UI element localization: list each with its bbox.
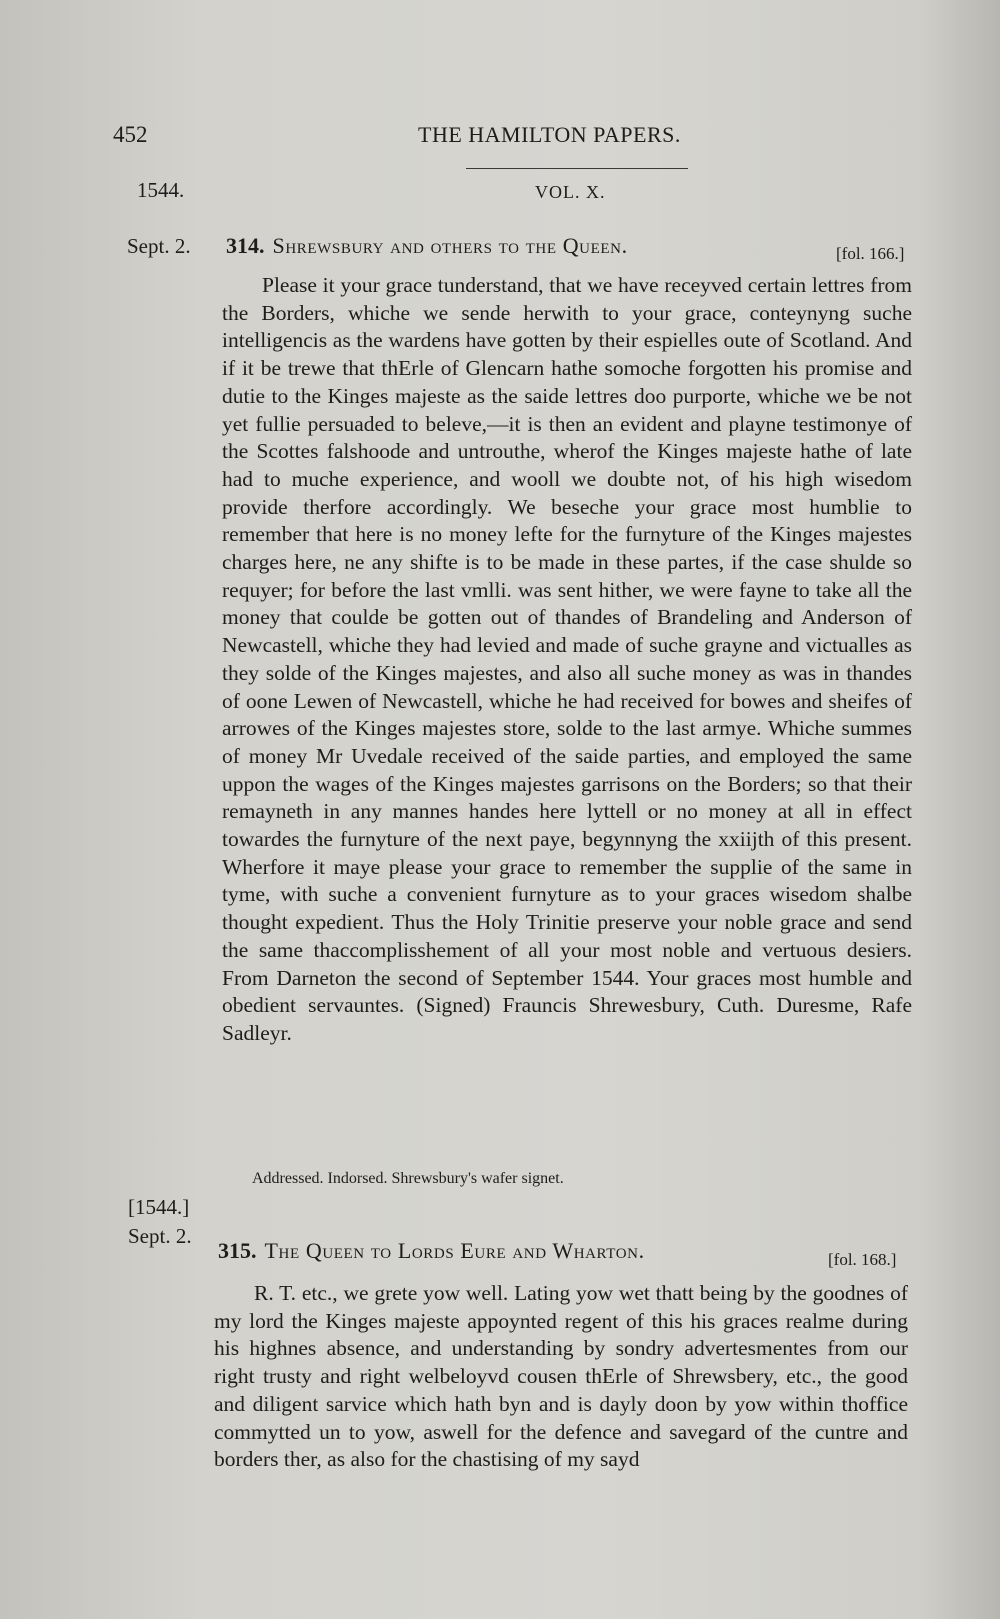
year-volume-line bbox=[137, 178, 697, 206]
entry-title: The Queen to Lords Eure and Wharton. bbox=[264, 1238, 645, 1263]
volume-label: VOL. X. bbox=[535, 182, 606, 202]
entry-text: R. T. etc., we grete yow well. Lating yow wet thatt being by the goodnes of my lord the Kinges majeste appoynted regent of this his graces realme during his highnes absence, and understanding by sondry advertesmentes from our right trusty and right welbeloyvd cousen thErle of Shrewsbery, etc., the good and diligent sarvice which hath byn and is dayly doon by yow within thoffice commytted un to yow, aswell for the defence and savegard of the cuntre and borders ther, as also for the chastising of my sayd bbox=[214, 1281, 908, 1472]
entry-body bbox=[222, 272, 912, 1048]
entry-body bbox=[214, 1280, 908, 1474]
page-number: 452 bbox=[113, 122, 148, 147]
entry-title: Shrewsbury and others to the Queen. bbox=[272, 233, 628, 258]
bracket-year: [1544.] bbox=[128, 1195, 190, 1219]
entry-heading bbox=[218, 1238, 645, 1264]
header-rule bbox=[466, 168, 688, 169]
folio-reference: [fol. 168.] bbox=[828, 1250, 897, 1269]
entry-date: Sept. 2. bbox=[128, 1224, 192, 1248]
book-title: THE HAMILTON PAPERS. bbox=[418, 122, 681, 147]
endorsement-note: Addressed. Indorsed. Shrewsbury's wafer signet. bbox=[252, 1170, 564, 1187]
entry-heading bbox=[226, 233, 628, 259]
year-label: 1544. bbox=[137, 178, 185, 202]
entry-number: 314. bbox=[226, 233, 265, 258]
entry-text: Please it your grace tunderstand, that we have receyved certain lettres from the Borders, whiche we sende herwith to your grace, conteynyng suche intelligencis as the wardens have gotten by their espielles oute of Scotland. And if it be trewe that thErle of Glencarn hathe somoche forgotten his promise and dutie to the Kinges majeste as the saide lettres doo purporte, whiche we be not yet fullie persuaded to beleve,—it is then an evident and playne testimonye of the Scottes falshoode and untrouthe, wherof the Kinges majeste hathe of late had to muche experience, and wooll we doubte not, of his high wisedom provide therfore accordingly. We beseche your grace most humblie to remember that here is no money lefte for the furnyture of the Kinges majestes charges here, ne any shifte is to be made in these partes, if the case shulde so requyer; for before the last vmlli. was sent hither, we were fayne to take all the money that coulde be gotten out of thandes of Brandeling and Anderson of Newcastell, whiche they had levied and made of suche grayne and victualles as they solde of the Kinges majestes, and also all suche money as was in thandes of oone Lewen of Newcastell, whiche he had received for bowes and sheifes of arrowes of the Kinges majestes store, solde to the last armye. Whiche summes of money Mr Uvedale received of the saide parties, and employed the same uppon the wages of the Kinges majestes garrisons on the Borders; so that their remayneth in any mannes handes here lyttell or no money at all in effect towardes the furnyture of the next paye, begynnyng the xxiijth of this present. Wherfore it maye please your grace to remember the supplie of the same in tyme, with suche a convenient furnyture as to your graces wisedom shalbe thought expedient. Thus the Holy Trinitie preserve your noble grace and send the same thaccomplisshement of all your most noble and vertuous desiers. From Darneton the second of September 1544. Your graces most humble and obedient servauntes. (Signed) Frauncis Shrewesbury, Cuth. Duresme, Rafe Sadleyr. bbox=[222, 273, 912, 1045]
entry-number: 315. bbox=[218, 1238, 257, 1263]
running-head bbox=[113, 122, 733, 158]
entry-date: Sept. 2. bbox=[127, 234, 191, 258]
folio-reference: [fol. 166.] bbox=[836, 244, 905, 263]
